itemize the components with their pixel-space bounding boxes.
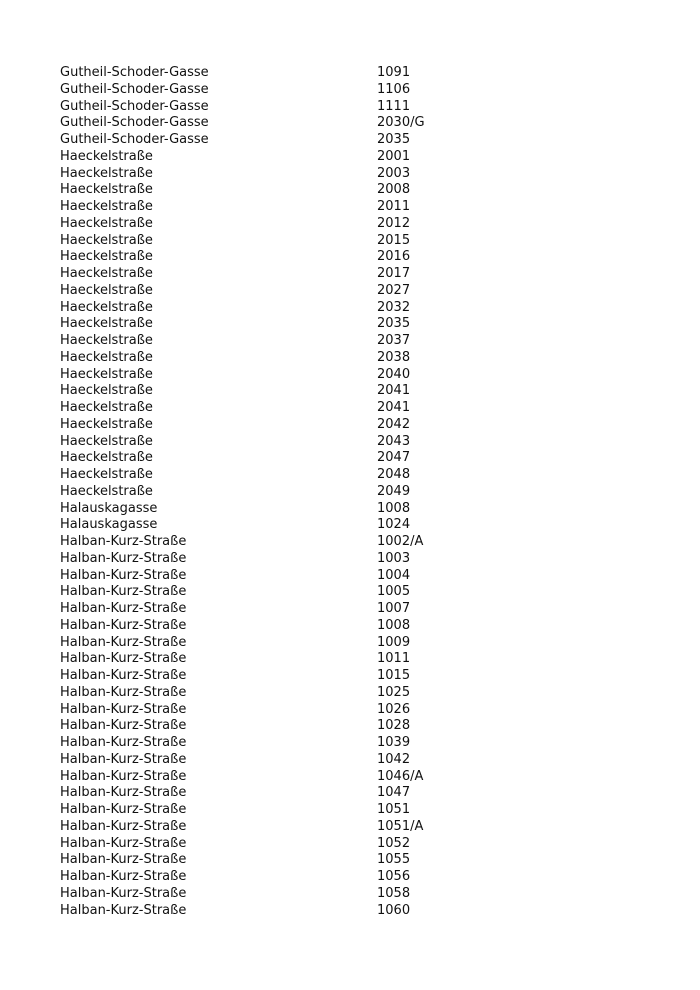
street-name: Halban-Kurz-Straße (60, 634, 187, 650)
house-number: 1008 (377, 500, 411, 516)
house-number: 1003 (377, 550, 411, 566)
house-number: 2035 (377, 316, 411, 332)
street-name: Haeckelstraße (60, 165, 153, 181)
house-number: 1046/A (377, 768, 424, 784)
street-name: Haeckelstraße (60, 266, 153, 281)
street-name: Haeckelstraße (60, 215, 153, 231)
street-name: Haeckelstraße (60, 483, 153, 499)
house-number: 2043 (377, 433, 411, 449)
street-name: Halban-Kurz-Straße (60, 785, 187, 801)
house-number: 2003 (377, 165, 411, 181)
house-number: 1008 (377, 617, 411, 633)
street-name: Haeckelstraße (60, 450, 153, 466)
street-name: Halban-Kurz-Straße (60, 902, 187, 918)
street-name: Haeckelstraße (60, 199, 153, 214)
house-number: 1011 (377, 651, 411, 667)
street-name: Halban-Kurz-Straße (60, 534, 187, 549)
house-number: 2012 (377, 215, 411, 231)
street-name: Halban-Kurz-Straße (60, 567, 187, 583)
house-number: 2030/G (377, 115, 425, 131)
street-name: Halban-Kurz-Straße (60, 835, 187, 851)
street-name: Gutheil-Schoder-Gasse (60, 98, 209, 114)
street-name: Halauskagasse (60, 500, 158, 516)
house-number: 2016 (377, 249, 411, 265)
house-number: 1042 (377, 751, 411, 767)
street-name: Halban-Kurz-Straße (60, 584, 187, 600)
street-name: Halban-Kurz-Straße (60, 869, 187, 884)
street-name: Haeckelstraße (60, 333, 153, 348)
street-name: Halban-Kurz-Straße (60, 617, 187, 633)
house-number: 1005 (377, 584, 411, 600)
house-number: 2032 (377, 299, 411, 315)
street-name: Haeckelstraße (60, 299, 153, 315)
street-name: Halban-Kurz-Straße (60, 802, 187, 817)
house-number: 2001 (377, 148, 411, 164)
house-number: 2011 (377, 199, 411, 214)
house-number: 1007 (377, 601, 411, 616)
street-name: Halban-Kurz-Straße (60, 735, 187, 750)
house-number: 1111 (377, 98, 411, 114)
house-number: 1004 (377, 567, 411, 583)
house-number: 1056 (377, 869, 411, 884)
house-number: 1091 (377, 65, 411, 80)
street-name: Gutheil-Schoder-Gasse (60, 115, 209, 131)
street-name: Haeckelstraße (60, 148, 153, 164)
house-number: 2042 (377, 416, 411, 432)
street-name: Gutheil-Schoder-Gasse (60, 132, 209, 147)
house-number: 1025 (377, 684, 411, 700)
street-name: Gutheil-Schoder-Gasse (60, 81, 209, 97)
street-name: Haeckelstraße (60, 433, 153, 449)
house-number: 2037 (377, 333, 411, 348)
house-number: 1009 (377, 634, 411, 650)
street-name: Haeckelstraße (60, 400, 153, 415)
street-name: Halban-Kurz-Straße (60, 601, 187, 616)
house-number: 2041 (377, 400, 411, 415)
street-name: Haeckelstraße (60, 467, 153, 482)
street-name: Haeckelstraße (60, 182, 153, 198)
house-number: 2008 (377, 182, 411, 198)
street-name: Haeckelstraße (60, 366, 153, 382)
house-number: 2038 (377, 349, 411, 365)
street-name: Halban-Kurz-Straße (60, 550, 187, 566)
house-number: 1024 (377, 517, 411, 533)
house-number: 2049 (377, 483, 411, 499)
street-name: Halban-Kurz-Straße (60, 684, 187, 700)
street-name: Halban-Kurz-Straße (60, 668, 187, 683)
street-name: Halban-Kurz-Straße (60, 852, 187, 868)
house-number: 1002/A (377, 534, 424, 549)
street-name: Halban-Kurz-Straße (60, 818, 187, 834)
street-name: Haeckelstraße (60, 316, 153, 332)
street-name: Haeckelstraße (60, 249, 153, 265)
street-name: Halban-Kurz-Straße (60, 768, 187, 784)
street-name: Halauskagasse (60, 517, 158, 533)
street-name: Halban-Kurz-Straße (60, 885, 187, 901)
street-name: Halban-Kurz-Straße (60, 701, 187, 717)
street-name: Halban-Kurz-Straße (60, 651, 187, 667)
house-number: 2048 (377, 467, 411, 482)
house-number: 1015 (377, 668, 411, 683)
house-number: 1052 (377, 835, 411, 851)
street-name: Haeckelstraße (60, 232, 153, 248)
street-name: Gutheil-Schoder-Gasse (60, 65, 209, 80)
house-number: 1060 (377, 902, 411, 918)
house-number: 2040 (377, 366, 411, 382)
house-number: 1047 (377, 785, 411, 801)
house-number: 1051 (377, 802, 411, 817)
house-number: 1039 (377, 735, 411, 750)
street-name: Halban-Kurz-Straße (60, 718, 187, 734)
street-name: Haeckelstraße (60, 383, 153, 399)
house-number: 1058 (377, 885, 411, 901)
house-number: 2027 (377, 282, 411, 298)
street-name: Halban-Kurz-Straße (60, 751, 187, 767)
street-name: Haeckelstraße (60, 416, 153, 432)
house-number: 2047 (377, 450, 411, 466)
house-number: 2035 (377, 132, 411, 147)
house-number: 2041 (377, 383, 411, 399)
house-number: 2017 (377, 266, 411, 281)
house-number: 1026 (377, 701, 411, 717)
street-name: Haeckelstraße (60, 282, 153, 298)
street-name: Haeckelstraße (60, 349, 153, 365)
house-number: 1055 (377, 852, 411, 868)
house-number: 2015 (377, 232, 411, 248)
house-number: 1028 (377, 718, 411, 734)
house-number: 1106 (377, 81, 411, 97)
house-number: 1051/A (377, 818, 424, 834)
